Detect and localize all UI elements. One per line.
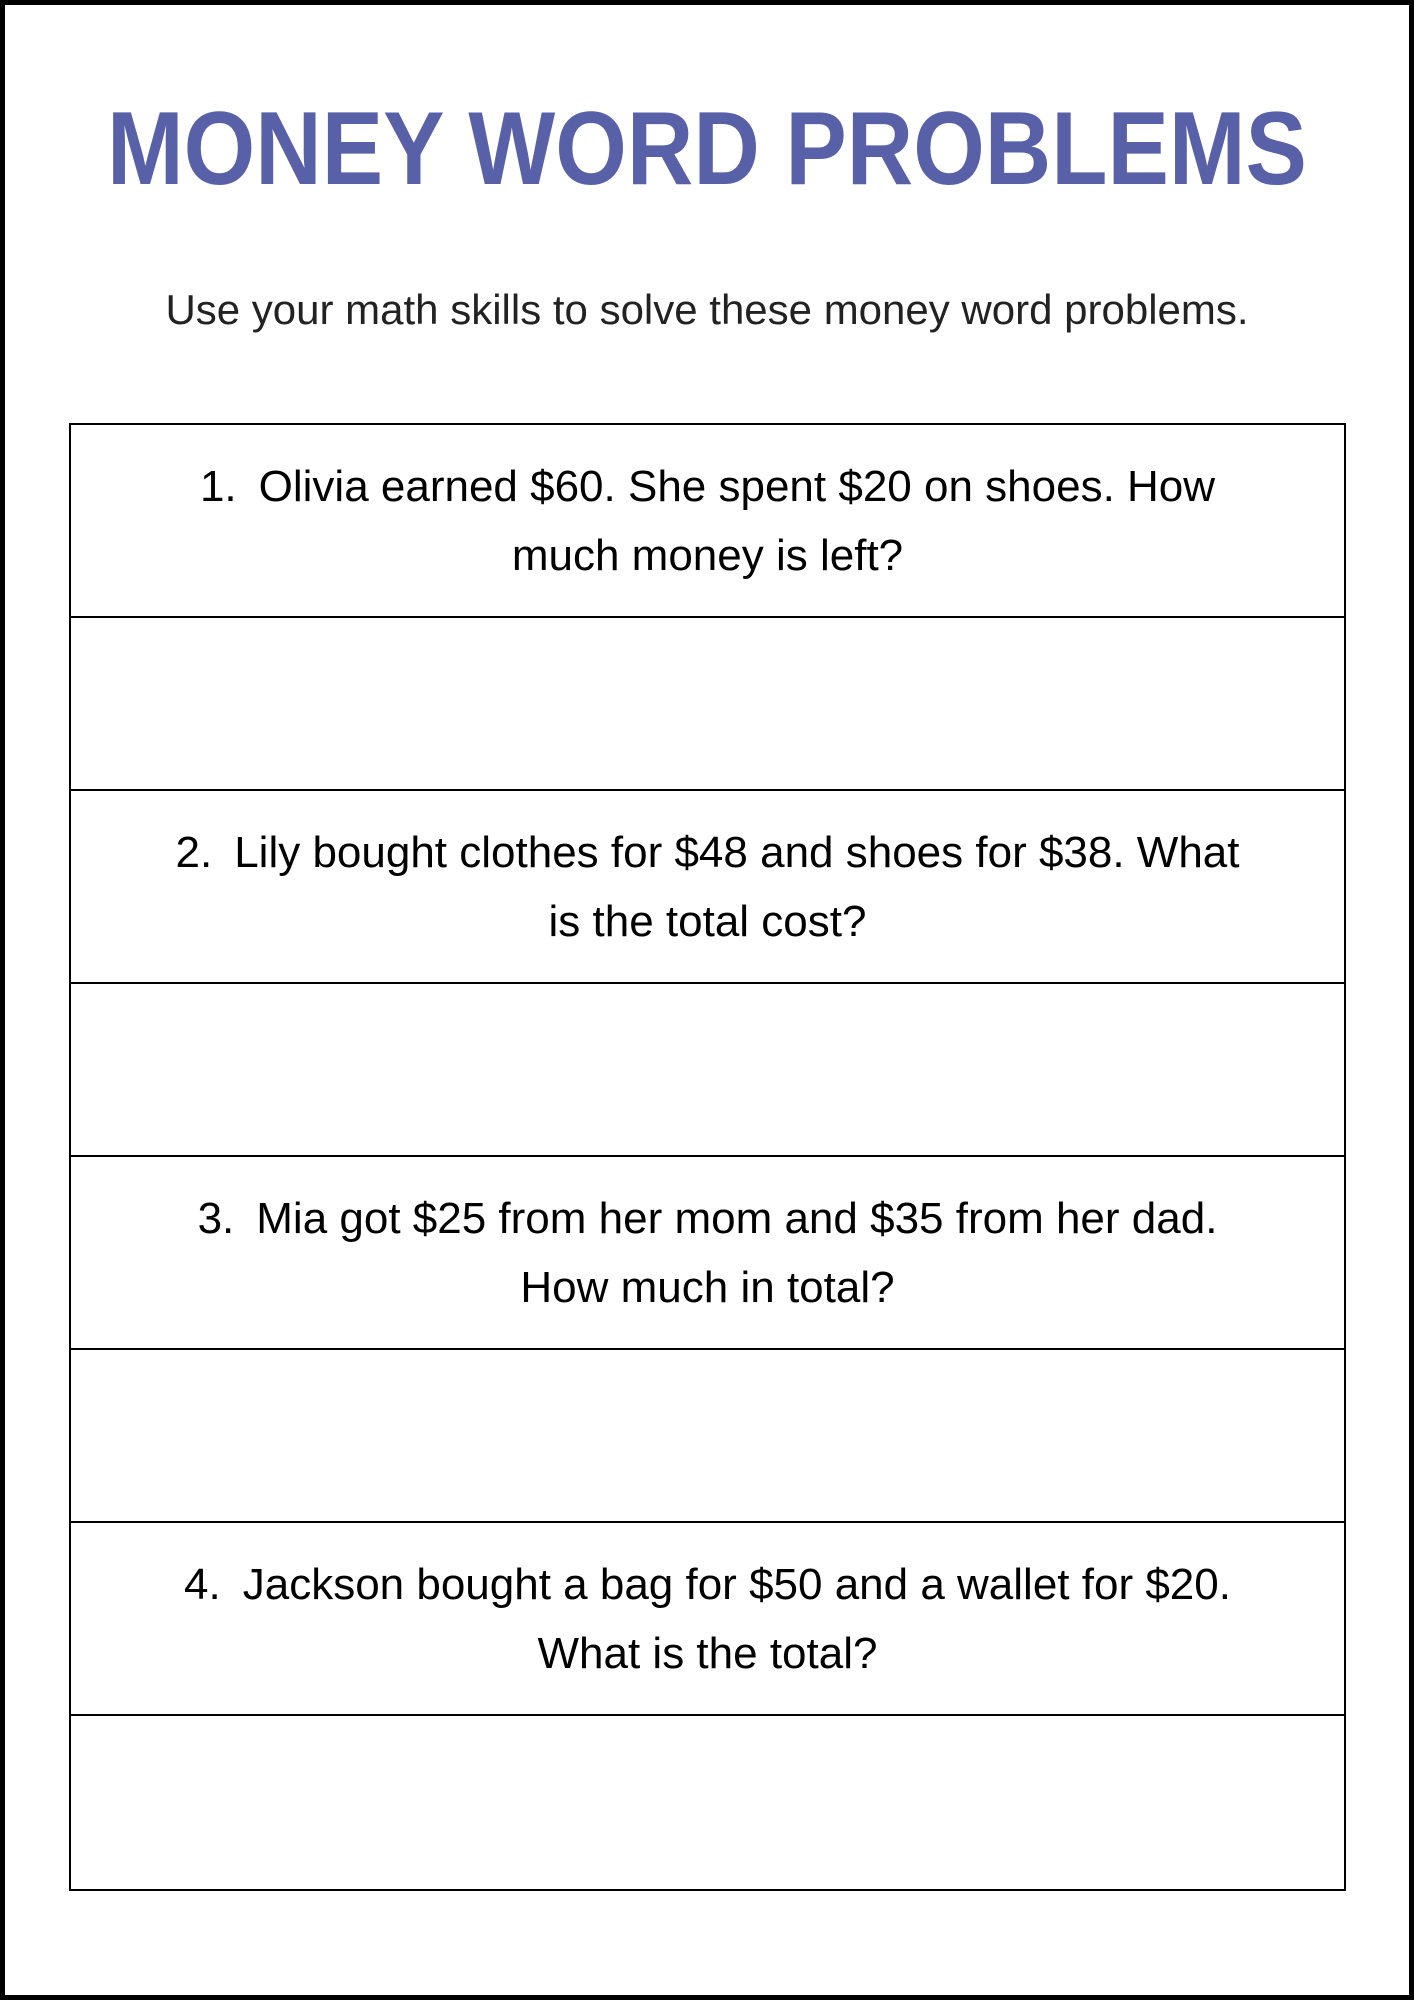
page-title: MONEY WORD PROBLEMS [106,91,1307,207]
problem-row [71,1157,1344,1523]
instructions: Use your math skills to solve these money word problems. [165,286,1249,333]
question-line [520,1253,894,1322]
problem-row [71,791,1344,1157]
question-line [176,818,1240,887]
question-text: Mia got $25 from her mom and $35 from her dad. [256,1193,1218,1243]
question-line [512,521,903,590]
question-text: Olivia earned $60. She spent $20 on shoes. How [258,461,1216,511]
question-text: is the total cost? [548,896,867,946]
question-number: 3. [197,1193,235,1243]
question-text: much money is left? [511,530,904,580]
problem-row [71,1523,1344,1889]
question-text: How much in total? [520,1262,895,1312]
question-text: Jackson bought a bag for $50 and a wallet for $20. [242,1559,1231,1609]
question-cell [71,1157,1344,1350]
question-line [184,1550,1231,1619]
question-line [198,1184,1218,1253]
question-number: 1. [199,461,237,511]
question-text: What is the total? [537,1628,878,1678]
question-number: 2. [175,827,213,877]
question-cell [71,791,1344,984]
problems-table [69,423,1346,1891]
question-cell [71,425,1344,618]
question-number: 4. [184,1559,221,1609]
answer-space[interactable] [71,984,1344,1157]
answer-space[interactable] [71,1350,1344,1523]
page-title-wrap [5,91,1409,207]
problem-row [71,425,1344,791]
question-line [538,1619,878,1688]
question-line [549,887,867,956]
answer-space[interactable] [71,1716,1344,1889]
question-line [200,452,1215,521]
answer-space[interactable] [71,618,1344,791]
question-text: Lily bought clothes for $48 and shoes for $38. What [234,827,1240,877]
question-cell [71,1523,1344,1716]
